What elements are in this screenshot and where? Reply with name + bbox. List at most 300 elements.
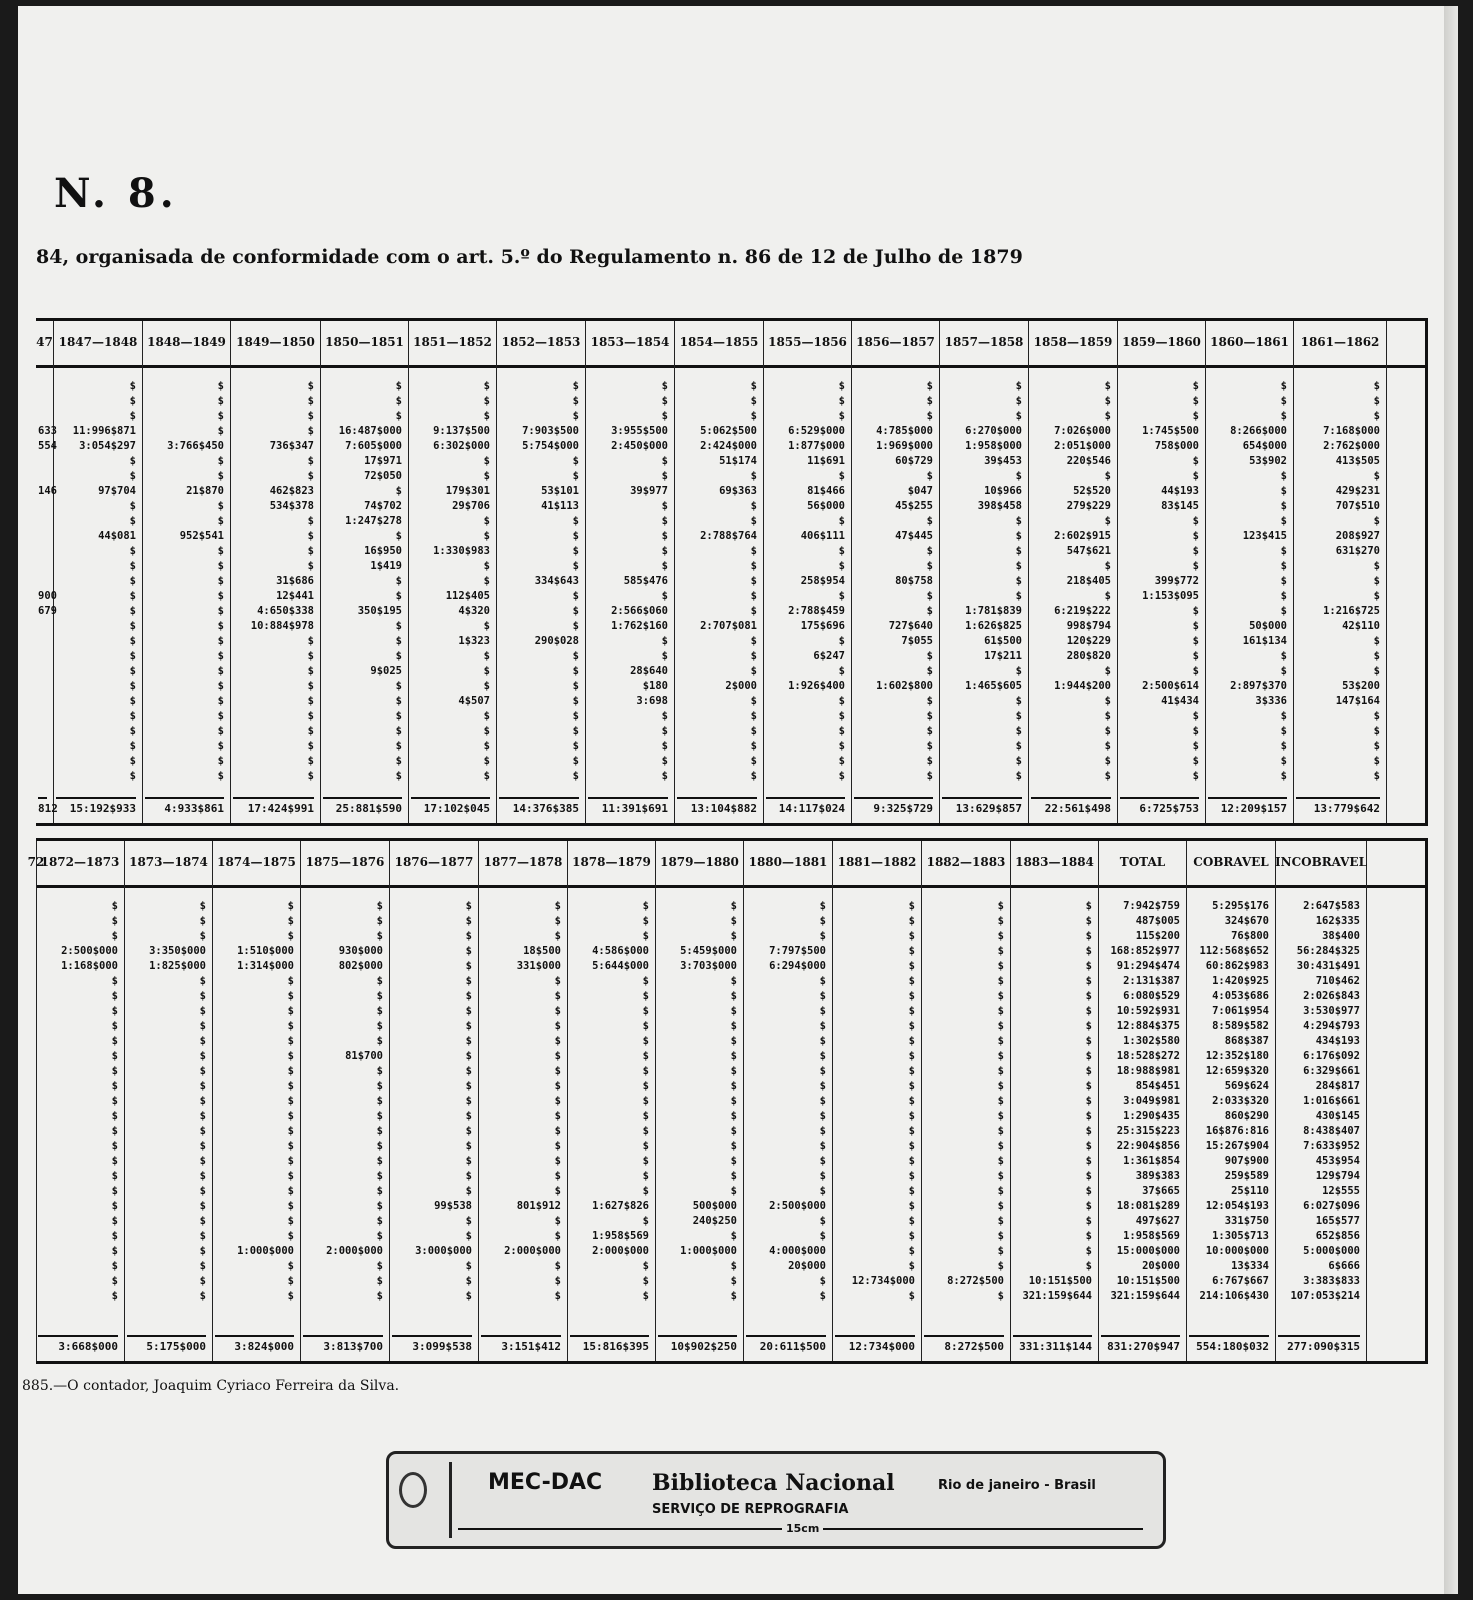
entry-cell: $ [908, 1260, 915, 1272]
entry-cell: $ [465, 930, 472, 942]
entry-cell [38, 454, 47, 469]
entry-cell: $ [199, 1140, 206, 1152]
ledger-column [231, 321, 321, 823]
entry-cell: 569$624 [1224, 1080, 1269, 1092]
entry-cell: $ [997, 1215, 1004, 1227]
entry-cell: 1:877$000 [788, 440, 845, 452]
entry-cell: $ [661, 395, 668, 407]
stamp-org: MEC-DAC [488, 1470, 603, 1495]
entry-cell: $ [572, 665, 579, 677]
entry-cell: $ [997, 945, 1004, 957]
entry-cell: $ [908, 1095, 915, 1107]
entry-cell: $ [1373, 575, 1380, 587]
entry-cell: $ [1373, 410, 1380, 422]
entry-cell: $ [554, 1170, 561, 1182]
entry-cell: $ [217, 605, 224, 617]
entry-cell: $ [997, 1260, 1004, 1272]
ledger-column [586, 321, 675, 823]
ledger-column [656, 841, 744, 1361]
entry-cell: $ [307, 680, 314, 692]
entry-cell: $ [307, 650, 314, 662]
entry-cell: $ [997, 1200, 1004, 1212]
entry-cell: $ [287, 1005, 294, 1017]
entry-cell [38, 529, 47, 544]
entry-cell: $ [465, 1230, 472, 1242]
entry-cell: 208$927 [1335, 530, 1380, 542]
entry-cell: 56$000 [807, 500, 845, 512]
entry-cell: $ [750, 500, 757, 512]
entry-cell: 429$231 [1335, 485, 1380, 497]
entry-cell: $ [1280, 470, 1287, 482]
entry-cell: 321:159$644 [1110, 1290, 1180, 1302]
entry-cell: 1:153$095 [1142, 590, 1199, 602]
entry-cell: 6:294$000 [769, 960, 826, 972]
entry-cell: $ [395, 590, 402, 602]
entry-cell: $ [111, 1140, 118, 1152]
entry-cell: 1:216$725 [1323, 605, 1380, 617]
entry-cell: $ [465, 1125, 472, 1137]
entry-cell: $ [217, 680, 224, 692]
ledger-column [143, 321, 231, 823]
entry-cell: $ [908, 1215, 915, 1227]
column-entries [481, 899, 561, 1304]
entry-cell: $ [554, 1290, 561, 1302]
entry-cell: $ [642, 1260, 649, 1272]
column-entries [1189, 899, 1269, 1304]
entry-cell: 259$589 [1224, 1170, 1269, 1182]
entry-cell: $ [997, 1110, 1004, 1122]
entry-cell: 2:131$387 [1123, 975, 1180, 987]
entry-cell: $ [1280, 500, 1287, 512]
entry-cell: $ [997, 990, 1004, 1002]
entry-cell: $ [465, 1080, 472, 1092]
entry-cell: $ [1085, 990, 1092, 1002]
entry-cell: 12:352$180 [1205, 1050, 1269, 1062]
entry-cell: $ [287, 915, 294, 927]
entry-cell: $ [730, 1155, 737, 1167]
entry-cell: $ [465, 915, 472, 927]
entry-cell: $ [199, 915, 206, 927]
entry-cell: 18:081$289 [1116, 1200, 1180, 1212]
entry-cell: $ [838, 470, 845, 482]
entry-cell [38, 409, 47, 424]
column-header: INCOBRAVEL [1274, 855, 1368, 869]
entry-cell: $ [838, 560, 845, 572]
entry-cell: $ [1085, 1140, 1092, 1152]
entry-cell: $ [1085, 945, 1092, 957]
entry-cell: 413$505 [1335, 455, 1380, 467]
entry-cell: $ [554, 1050, 561, 1062]
entry-cell: $ [1192, 545, 1199, 557]
entry-cell: 11:996$871 [72, 425, 136, 437]
entry-cell: $ [483, 680, 490, 692]
entry-cell: $ [661, 470, 668, 482]
entry-cell: $ [307, 560, 314, 572]
entry-cell: $ [1104, 410, 1111, 422]
entry-cell: 3:955$500 [611, 425, 668, 437]
entry-cell: $ [554, 900, 561, 912]
entry-cell: $ [838, 635, 845, 647]
entry-cell: $ [838, 545, 845, 557]
entry-cell: 2:033$320 [1212, 1095, 1269, 1107]
entry-cell: 2:707$081 [700, 620, 757, 632]
entry-cell: $ [642, 930, 649, 942]
entry-cell: 16:487$000 [338, 425, 402, 437]
entry-cell: $ [483, 515, 490, 527]
entry-cell: $ [465, 1215, 472, 1227]
entry-cell: $ [1015, 590, 1022, 602]
entry-cell: $ [199, 975, 206, 987]
entry-cell [38, 394, 47, 409]
column-entries [499, 379, 579, 784]
entry-cell: 7:903$500 [522, 425, 579, 437]
entry-cell: $ [287, 1095, 294, 1107]
entry-cell: 1:420$925 [1212, 975, 1269, 987]
entry-cell: 53$200 [1342, 680, 1380, 692]
stamp-library: Biblioteca Nacional [652, 1470, 895, 1496]
entry-cell: $ [1192, 530, 1199, 542]
entry-cell [38, 379, 47, 394]
column-entries [1296, 379, 1380, 784]
column-total: 14:117$024 [766, 797, 845, 819]
entry-cell: $ [926, 740, 933, 752]
entry-cell: $ [111, 1005, 118, 1017]
entry-cell: $ [376, 1200, 383, 1212]
entry-cell: $ [642, 1065, 649, 1077]
entry-cell: 3:530$977 [1303, 1005, 1360, 1017]
entry-cell: $ [1373, 470, 1380, 482]
entry-cell [38, 769, 47, 784]
entry-cell: $ [465, 960, 472, 972]
entry-cell: $ [111, 1080, 118, 1092]
entry-cell: $ [217, 740, 224, 752]
entry-cell: 4$507 [458, 695, 490, 707]
entry-cell: $ [1192, 635, 1199, 647]
entry-cell: $ [661, 530, 668, 542]
column-header: TOTAL [1119, 855, 1166, 869]
entry-cell: 952$541 [179, 530, 224, 542]
entry-cell: $ [642, 1020, 649, 1032]
entry-cell: 6:329$661 [1303, 1065, 1360, 1077]
entry-cell: $ [908, 1140, 915, 1152]
entry-cell: $ [1085, 1080, 1092, 1092]
entry-cell: 17$971 [364, 455, 402, 467]
entry-cell: $ [908, 1050, 915, 1062]
entry-cell: $ [129, 395, 136, 407]
entry-cell: $ [819, 1005, 826, 1017]
entry-cell: 2:051$000 [1054, 440, 1111, 452]
entry-cell: $ [572, 695, 579, 707]
entry-cell: 1:602$800 [876, 680, 933, 692]
entry-cell: $ [642, 915, 649, 927]
entry-cell: 97$704 [98, 485, 136, 497]
entry-cell: 52$520 [1073, 485, 1111, 497]
entry-cell: 18$500 [523, 945, 561, 957]
entry-cell: $ [730, 975, 737, 987]
entry-cell: $ [642, 900, 649, 912]
entry-cell: $ [819, 900, 826, 912]
entry-cell: $ [1373, 395, 1380, 407]
entry-cell: $ [217, 500, 224, 512]
entry-cell: $ [730, 1170, 737, 1182]
entry-cell: $047 [907, 485, 933, 497]
entry-cell: $ [926, 395, 933, 407]
entry-cell: $ [926, 410, 933, 422]
entry-cell: $ [1015, 770, 1022, 782]
entry-cell: $ [376, 975, 383, 987]
entry-cell: $ [908, 945, 915, 957]
entry-cell: $ [750, 755, 757, 767]
entry-cell: $ [1280, 485, 1287, 497]
entry-cell: $ [642, 1170, 649, 1182]
entry-cell: $ [129, 590, 136, 602]
entry-cell: $ [1085, 1170, 1092, 1182]
entry-cell: $ [287, 1275, 294, 1287]
entry-cell: $ [819, 1170, 826, 1182]
entry-cell: $ [111, 1065, 118, 1077]
entry-cell: $ [661, 545, 668, 557]
entry-cell: 10$966 [984, 485, 1022, 497]
entry-cell: 214:106$430 [1199, 1290, 1269, 1302]
entry-cell: $ [908, 960, 915, 972]
ledger-column [675, 321, 764, 823]
entry-cell: 679 [38, 605, 57, 617]
ledger-column [1187, 841, 1276, 1361]
entry-cell: 60$729 [895, 455, 933, 467]
entry-cell: 38$400 [1322, 930, 1360, 942]
entry-cell: $ [287, 975, 294, 987]
entry-cell: $ [111, 1125, 118, 1137]
library-stamp [386, 1451, 1166, 1549]
entry-cell: $ [1085, 1110, 1092, 1122]
entry-cell: $ [554, 1215, 561, 1227]
entry-cell: 31$686 [276, 575, 314, 587]
entry-cell: $ [217, 455, 224, 467]
entry-cell: $ [465, 1110, 472, 1122]
entry-cell: $ [217, 425, 224, 437]
ledger-column [213, 841, 301, 1361]
entry-cell: 1:781$839 [965, 605, 1022, 617]
ledger-column [1118, 321, 1206, 823]
entry-cell: $ [661, 515, 668, 527]
entry-cell: 497$627 [1135, 1215, 1180, 1227]
entry-cell: 25$110 [1231, 1185, 1269, 1197]
entry-cell: 487$005 [1135, 915, 1180, 927]
entry-cell: 3:350$000 [149, 945, 206, 957]
entry-cell: $ [199, 1020, 206, 1032]
column-entries [233, 379, 314, 784]
entry-cell: $ [1015, 395, 1022, 407]
entry-cell: $ [465, 1020, 472, 1032]
entry-cell: $ [730, 990, 737, 1002]
entry-cell: 2$000 [725, 680, 757, 692]
entry-cell: $ [642, 1050, 649, 1062]
entry-cell: $ [483, 710, 490, 722]
entry-cell: $ [1280, 410, 1287, 422]
entry-cell: $ [129, 620, 136, 632]
entry-cell: $ [554, 1080, 561, 1092]
entry-cell: $ [111, 1200, 118, 1212]
entry-cell: $ [483, 770, 490, 782]
entry-cell: $ [908, 915, 915, 927]
entry-cell: $ [1192, 650, 1199, 662]
ledger-column [36, 841, 125, 1361]
entry-cell: $ [730, 1260, 737, 1272]
entry-cell: $ [908, 1065, 915, 1077]
entry-cell: $ [1104, 725, 1111, 737]
entry-cell: $ [908, 1185, 915, 1197]
entry-cell: 10:592$931 [1116, 1005, 1180, 1017]
column-entries [392, 899, 472, 1304]
entry-cell: 1$419 [370, 560, 402, 572]
entry-cell: 2:566$060 [611, 605, 668, 617]
entry-cell: $ [287, 1185, 294, 1197]
stamp-body [449, 1462, 1149, 1538]
entry-cell: $ [395, 395, 402, 407]
entry-cell: $ [908, 1110, 915, 1122]
column-entries [56, 379, 136, 784]
entry-cell: 45$255 [895, 500, 933, 512]
column-header: 1851—1852 [413, 335, 492, 349]
entry-cell: $ [395, 410, 402, 422]
entry-cell: $ [287, 930, 294, 942]
entry-cell: $ [838, 755, 845, 767]
entry-cell: $ [287, 1020, 294, 1032]
entry-cell: $ [554, 1035, 561, 1047]
entry-cell: $ [926, 710, 933, 722]
entry-cell: $ [1104, 560, 1111, 572]
entry-cell: $ [997, 975, 1004, 987]
entry-cell: 120$229 [1066, 635, 1111, 647]
entry-cell [38, 664, 47, 679]
entry-cell: 81$466 [807, 485, 845, 497]
entry-cell: $ [395, 710, 402, 722]
entry-cell: 1:247$278 [345, 515, 402, 527]
entry-cell: $ [1015, 515, 1022, 527]
entry-cell: $ [129, 770, 136, 782]
entry-cell: $ [483, 380, 490, 392]
entry-cell: $ [1192, 380, 1199, 392]
entry-cell: $ [1085, 930, 1092, 942]
entry-cell: 1:926$400 [788, 680, 845, 692]
column-total: 3:099$538 [392, 1335, 472, 1357]
entry-cell: $ [750, 545, 757, 557]
entry-cell: 1:302$580 [1123, 1035, 1180, 1047]
entry-cell: $ [199, 1125, 206, 1137]
entry-cell: $ [465, 990, 472, 1002]
entry-cell: $ [642, 1215, 649, 1227]
entry-cell: $ [199, 1245, 206, 1257]
entry-cell: 500$000 [692, 1200, 737, 1212]
column-header: 47 [36, 335, 53, 349]
entry-cell: 11$691 [807, 455, 845, 467]
entry-cell: 2:000$000 [326, 1245, 383, 1257]
entry-cell: $ [1192, 560, 1199, 572]
entry-cell: 998$794 [1066, 620, 1111, 632]
entry-cell: 801$912 [516, 1200, 561, 1212]
entry-cell [38, 559, 47, 574]
entry-cell: $ [111, 1260, 118, 1272]
entry-cell: 3:049$981 [1123, 1095, 1180, 1107]
entry-cell: $ [1085, 975, 1092, 987]
entry-cell: 10:884$978 [250, 620, 314, 632]
entry-cell: $ [730, 1080, 737, 1092]
column-entries [215, 899, 294, 1304]
entry-cell: 633 [38, 425, 57, 437]
entry-cell: 42$110 [1342, 620, 1380, 632]
entry-cell: 5:644$000 [592, 960, 649, 972]
entry-cell: 4:000$000 [769, 1245, 826, 1257]
column-header: 1849—1850 [236, 335, 315, 349]
ledger-column [852, 321, 940, 823]
entry-cell: $ [1373, 770, 1380, 782]
entry-cell: $ [1085, 1050, 1092, 1062]
entry-cell: $ [819, 1275, 826, 1287]
entry-cell: $ [1192, 770, 1199, 782]
entry-cell: $ [111, 1155, 118, 1167]
entry-cell: 28$640 [630, 665, 668, 677]
column-header: 1880—1881 [748, 855, 828, 869]
entry-cell: $ [307, 410, 314, 422]
entry-cell: 218$405 [1066, 575, 1111, 587]
entry-cell: 112$405 [445, 590, 490, 602]
entry-cell: $ [1085, 1020, 1092, 1032]
entry-cell: $ [572, 740, 579, 752]
entry-cell: $ [642, 1275, 649, 1287]
entry-cell: 5:295$176 [1212, 900, 1269, 912]
entry-cell: $ [307, 545, 314, 557]
column-entries [677, 379, 757, 784]
entry-cell: $ [819, 1080, 826, 1092]
entry-cell: $ [750, 710, 757, 722]
entry-cell: $ [111, 1110, 118, 1122]
column-header: 1874—1875 [217, 855, 296, 869]
ledger-column [1029, 321, 1118, 823]
entry-cell: 279$229 [1066, 500, 1111, 512]
entry-cell: $ [1085, 1005, 1092, 1017]
column-header: 1882—1883 [926, 855, 1006, 869]
entry-cell: $ [376, 1065, 383, 1077]
column-header: 1859—1860 [1122, 335, 1201, 349]
entry-cell: 907$900 [1224, 1155, 1269, 1167]
entry-cell: $ [287, 1110, 294, 1122]
entry-cell: 8:438$407 [1303, 1125, 1360, 1137]
entry-cell: $ [908, 1125, 915, 1137]
entry-cell [38, 679, 47, 694]
entry-cell: $ [1373, 725, 1380, 737]
entry-cell: $ [483, 395, 490, 407]
entry-cell: $180 [642, 680, 668, 692]
entry-cell: 61$500 [984, 635, 1022, 647]
ledger-column [1276, 841, 1367, 1361]
entry-cell: 7:797$500 [769, 945, 826, 957]
entry-cell: $ [661, 710, 668, 722]
entry-cell: 91:294$474 [1116, 960, 1180, 972]
entry-cell: $ [1085, 1260, 1092, 1272]
entry-cell: $ [572, 725, 579, 737]
entry-cell: 21$870 [186, 485, 224, 497]
entry-cell: 4:785$000 [876, 425, 933, 437]
entry-cell: $ [838, 740, 845, 752]
entry-cell: 7$055 [901, 635, 933, 647]
entry-cell: $ [376, 1035, 383, 1047]
entry-cell: $ [483, 530, 490, 542]
entry-cell: $ [1104, 740, 1111, 752]
entry-cell: $ [465, 1275, 472, 1287]
entry-cell: $ [926, 560, 933, 572]
entry-cell: 324$670 [1224, 915, 1269, 927]
entry-cell: $ [926, 515, 933, 527]
